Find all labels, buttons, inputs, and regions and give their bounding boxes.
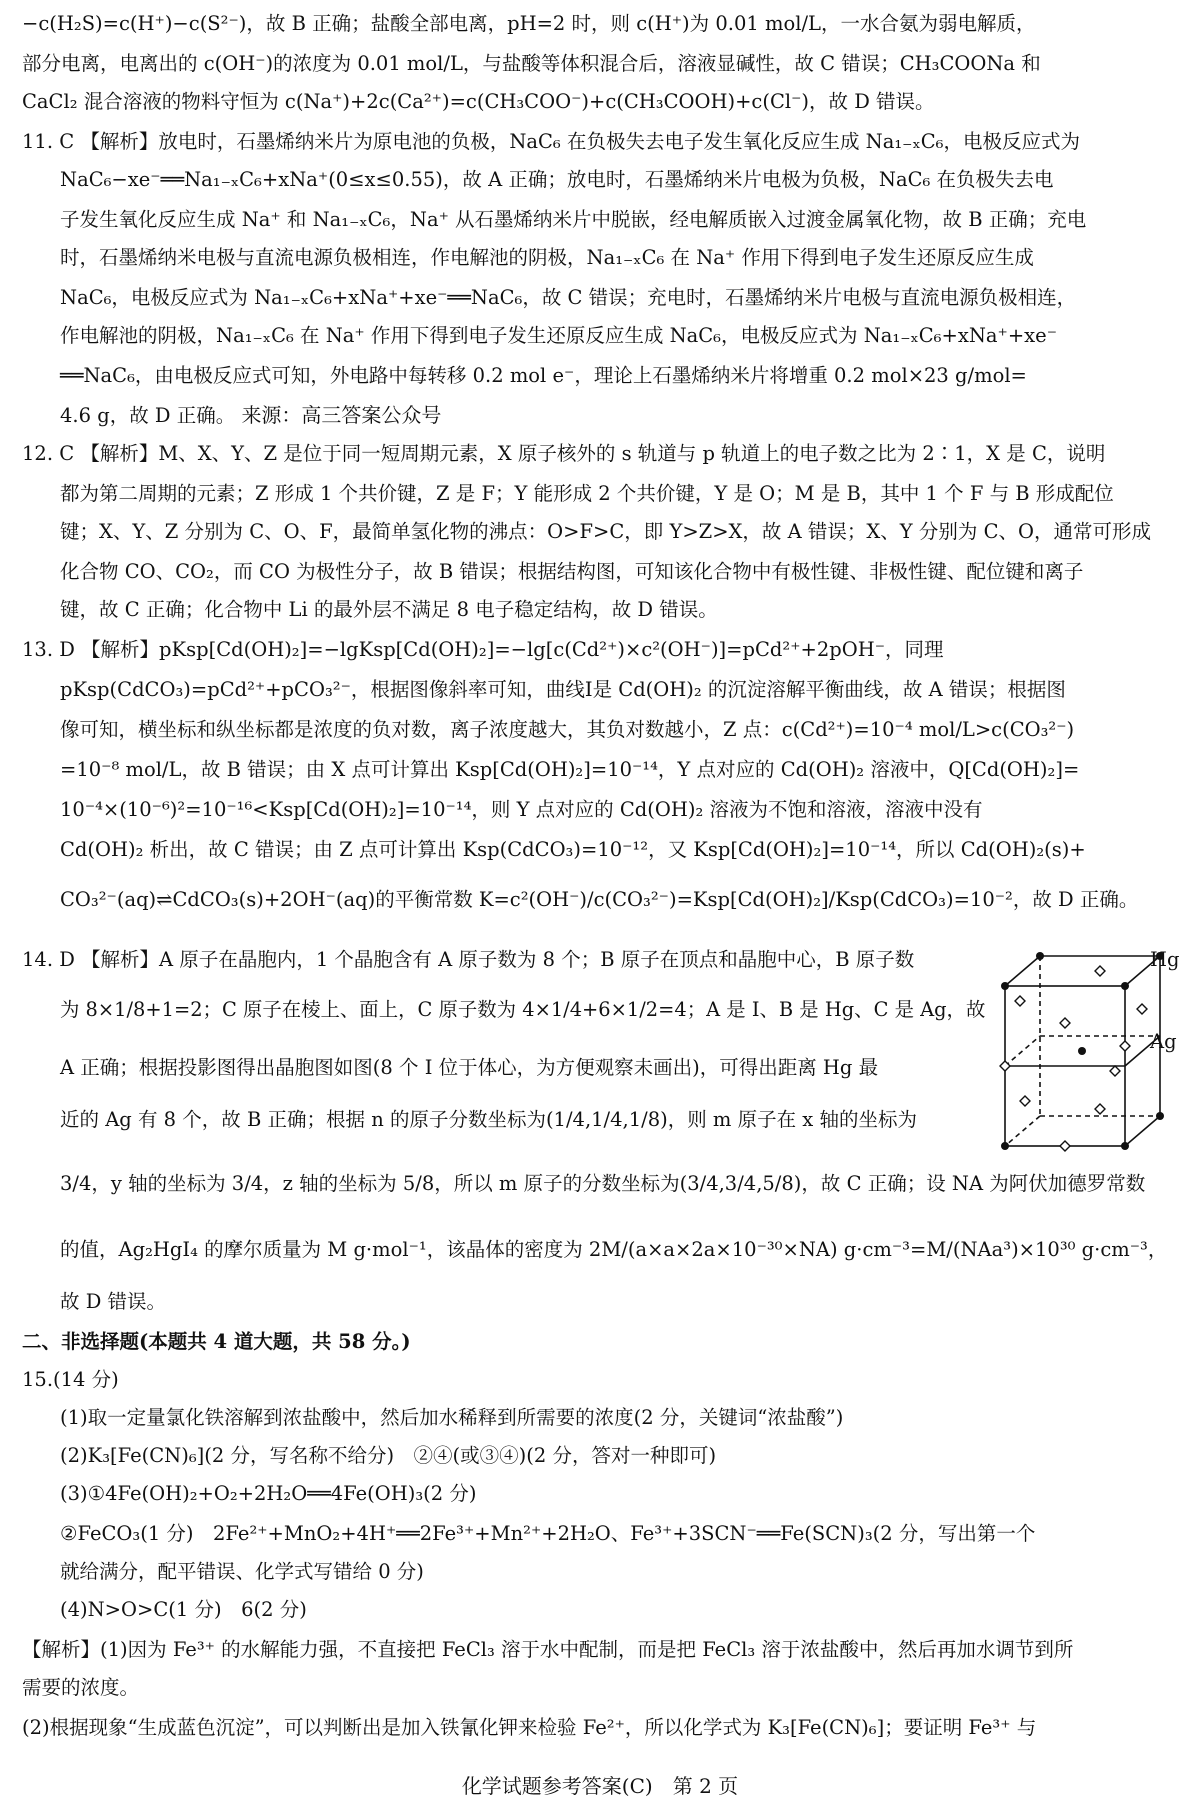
- text-line: (4)N>O>C(1 分) 6(2 分): [60, 1598, 307, 1621]
- text-line: =10⁻⁸ mol/L，故 B 错误；由 X 点可计算出 Ksp[Cd(OH)₂]=10⁻¹⁴，Y 点对应的 Cd(OH)₂ 溶液中，Q[Cd(OH)₂]=: [60, 758, 1080, 781]
- text-line: [60, 403, 441, 428]
- text-line: 需要的浓度。: [22, 1676, 140, 1699]
- q14-line: 14. D 【解析】A 原子在晶胞内，1 个晶胞含有 A 原子数为 8 个；B 原子在顶点和晶胞中心，B 原子数: [22, 948, 915, 971]
- text-line: (1)取一定量氯化铁溶解到浓盐酸中，然后加水稀释到所需要的浓度(2 分，关键词“浓盐酸”): [60, 1406, 844, 1429]
- text-line: ══NaC₆，由电极反应式可知，外电路中每转移 0.2 mol e⁻，理论上石墨烯纳米片将增重 0.2 mol×23 g/mol=: [60, 364, 1027, 387]
- ag-label: Ag: [1150, 1030, 1177, 1053]
- analysis-line: 【解析】(1)因为 Fe³⁺ 的水解能力强，不直接把 FeCl₃ 溶于水中配制，而是把 FeCl₃ 溶于浓盐酸中，然后再加水调节到所: [22, 1638, 1074, 1661]
- text-line: (2)K₃[Fe(CN)₆](2 分，写名称不给分) ②④(或③④)(2 分，答对一种即可): [60, 1444, 717, 1467]
- text-line: 键，故 C 正确；化合物中 Li 的最外层不满足 8 电子稳定结构，故 D 错误。: [60, 598, 718, 621]
- text-line: 键；X、Y、Z 分别为 C、O、F，最简单氢化物的沸点：O>F>C，即 Y>Z>X，故 A 错误；X、Y 分别为 C、O，通常可形成: [60, 520, 1151, 543]
- q12-line: 12. C 【解析】M、X、Y、Z 是位于同一短周期元素，X 原子核外的 s 轨道与 p 轨道上的电子数之比为 2∶1，X 是 C，说明: [22, 442, 1106, 465]
- text-line: 10⁻⁴×(10⁻⁶)²=10⁻¹⁶<Ksp[Cd(OH)₂]=10⁻¹⁴，则 Y 点对应的 Cd(OH)₂ 溶液为不饱和溶液，溶液中没有: [60, 798, 983, 821]
- source-note: 来源：高三答案公众号: [241, 403, 442, 427]
- text-line: 子发生氧化反应生成 Na⁺ 和 Na₁₋ₓC₆，Na⁺ 从石墨烯纳米片中脱嵌，经电解质嵌入过渡金属氧化物，故 B 正确；充电: [60, 208, 1087, 231]
- text-line: 像可知，横坐标和纵坐标都是浓度的负对数，离子浓度越大，其负对数越小，Z 点：c(Cd²⁺)=10⁻⁴ mol/L>c(CO₃²⁻): [60, 718, 1075, 741]
- text-line: A 正确；根据投影图得出晶胞图如图(8 个 I 位于体心，为方便观察未画出)，可得出距离 Hg 最: [60, 1056, 879, 1079]
- page-footer: 化学试题参考答案(C) 第 2 页: [461, 1774, 739, 1798]
- text-line: 就给满分，配平错误、化学式写错给 0 分): [60, 1560, 424, 1583]
- text-line: 3/4，y 轴的坐标为 3/4，z 轴的坐标为 5/8，所以 m 原子的分数坐标为(3/4,3/4,5/8)，故 C 正确；设 NA 为阿伏加德罗常数: [60, 1172, 1146, 1195]
- text-line: CaCl₂ 混合溶液的物料守恒为 c(Na⁺)+2c(Ca²⁺)=c(CH₃COO⁻)+c(CH₃COOH)+c(Cl⁻)，故 D 错误。: [22, 90, 935, 113]
- hg-label: Hg: [1150, 948, 1180, 971]
- text-line: 为 8×1/8+1=2；C 原子在棱上、面上，C 原子数为 4×1/4+6×1/2=4；A 是 I、B 是 Hg、C 是 Ag，故: [60, 998, 986, 1021]
- text-line: 近的 Ag 有 8 个，故 B 正确；根据 n 的原子分数坐标为(1/4,1/4,1/8)，则 m 原子在 x 轴的坐标为: [60, 1108, 917, 1131]
- text-line: NaC₆，电极反应式为 Na₁₋ₓC₆+xNa⁺+xe⁻══NaC₆，故 C 错误；充电时，石墨烯纳米片电极与直流电源负极相连，: [60, 286, 1077, 309]
- text-line: 都为第二周期的元素；Z 形成 1 个共价键，Z 是 F；Y 能形成 2 个共价键，Y 是 O；M 是 B，其中 1 个 F 与 B 形成配位: [60, 482, 1114, 505]
- q15-heading: 15.(14 分): [22, 1368, 119, 1391]
- text-line: (2)根据现象“生成蓝色沉淀”，可以判断出是加入铁氰化钾来检验 Fe²⁺，所以化学式为 K₃[Fe(CN)₆]；要证明 Fe³⁺ 与: [22, 1716, 1037, 1739]
- q11-line: 11. C 【解析】放电时，石墨烯纳米片为原电池的负极，NaC₆ 在负极失去电子发生氧化反应生成 Na₁₋ₓC₆，电极反应式为: [22, 130, 1080, 153]
- text-line: −c(H₂S)=c(H⁺)−c(S²⁻)，故 B 正确；盐酸全部电离，pH=2 时，则 c(H⁺)为 0.01 mol/L，一水合氨为弱电解质，: [22, 12, 1036, 35]
- text-line: (3)①4Fe(OH)₂+O₂+2H₂O══4Fe(OH)₃(2 分): [60, 1482, 477, 1505]
- text-line: 时，石墨烯纳米电极与直流电源负极相连，作电解池的阴极，Na₁₋ₓC₆ 在 Na⁺ 作用下得到电子发生还原反应生成: [60, 246, 1034, 269]
- section-heading: 二、非选择题(本题共 4 道大题，共 58 分。): [22, 1330, 411, 1353]
- text-line: 部分电离，电离出的 c(OH⁻)的浓度为 0.01 mol/L，与盐酸等体积混合后，溶液显碱性，故 C 错误；CH₃COONa 和: [22, 52, 1041, 75]
- line-text: 4.6 g，故 D 正确。: [60, 404, 236, 427]
- text-line: CO₃²⁻(aq)⇌CdCO₃(s)+2OH⁻(aq)的平衡常数 K=c²(OH⁻)/c(CO₃²⁻)=Ksp[Cd(OH)₂]/Ksp(CdCO₃)=10⁻²，故 D 正确。: [60, 888, 1139, 911]
- text-line: 故 D 错误。: [60, 1290, 167, 1313]
- text-line: ②FeCO₃(1 分) 2Fe²⁺+MnO₂+4H⁺══2Fe³⁺+Mn²⁺+2H₂O、Fe³⁺+3SCN⁻══Fe(SCN)₃(2 分，写出第一个: [60, 1522, 1036, 1545]
- hg-atoms: [1001, 952, 1164, 1150]
- text-line: NaC₆−xe⁻══Na₁₋ₓC₆+xNa⁺(0≤x≤0.55)，故 A 正确；放电时，石墨烯纳米片电极为负极，NaC₆ 在负极失去电: [60, 168, 1054, 191]
- text-line: 化合物 CO、CO₂，而 CO 为极性分子，故 B 错误；根据结构图，可知该化合物中有极性键、非极性键、配位键和离子: [60, 560, 1084, 583]
- text-line: Cd(OH)₂ 析出，故 C 错误；由 Z 点可计算出 Ksp(CdCO₃)=10⁻¹²，又 Ksp[Cd(OH)₂]=10⁻¹⁴，所以 Cd(OH)₂(s)+: [60, 838, 1086, 861]
- q13-line: 13. D 【解析】pKsp[Cd(OH)₂]=−lgKsp[Cd(OH)₂]=−lg[c(Cd²⁺)×c²(OH⁻)]=pCd²⁺+2pOH⁻，同理: [22, 638, 944, 661]
- text-line: 作电解池的阴极，Na₁₋ₓC₆ 在 Na⁺ 作用下得到电子发生还原反应生成 NaC₆，电极反应式为 Na₁₋ₓC₆+xNa⁺+xe⁻: [60, 324, 1057, 347]
- text-line: pKsp(CdCO₃)=pCd²⁺+pCO₃²⁻，根据图像斜率可知，曲线Ⅰ是 Cd(OH)₂ 的沉淀溶解平衡曲线，故 A 错误；根据图: [60, 678, 1066, 701]
- text-line: 的值，Ag₂HgI₄ 的摩尔质量为 M g·mol⁻¹，该晶体的密度为 2M/(a×a×2a×10⁻³⁰×NA) g·cm⁻³=M/(NAa³)×10³⁰ g·cm⁻³，: [60, 1238, 1168, 1261]
